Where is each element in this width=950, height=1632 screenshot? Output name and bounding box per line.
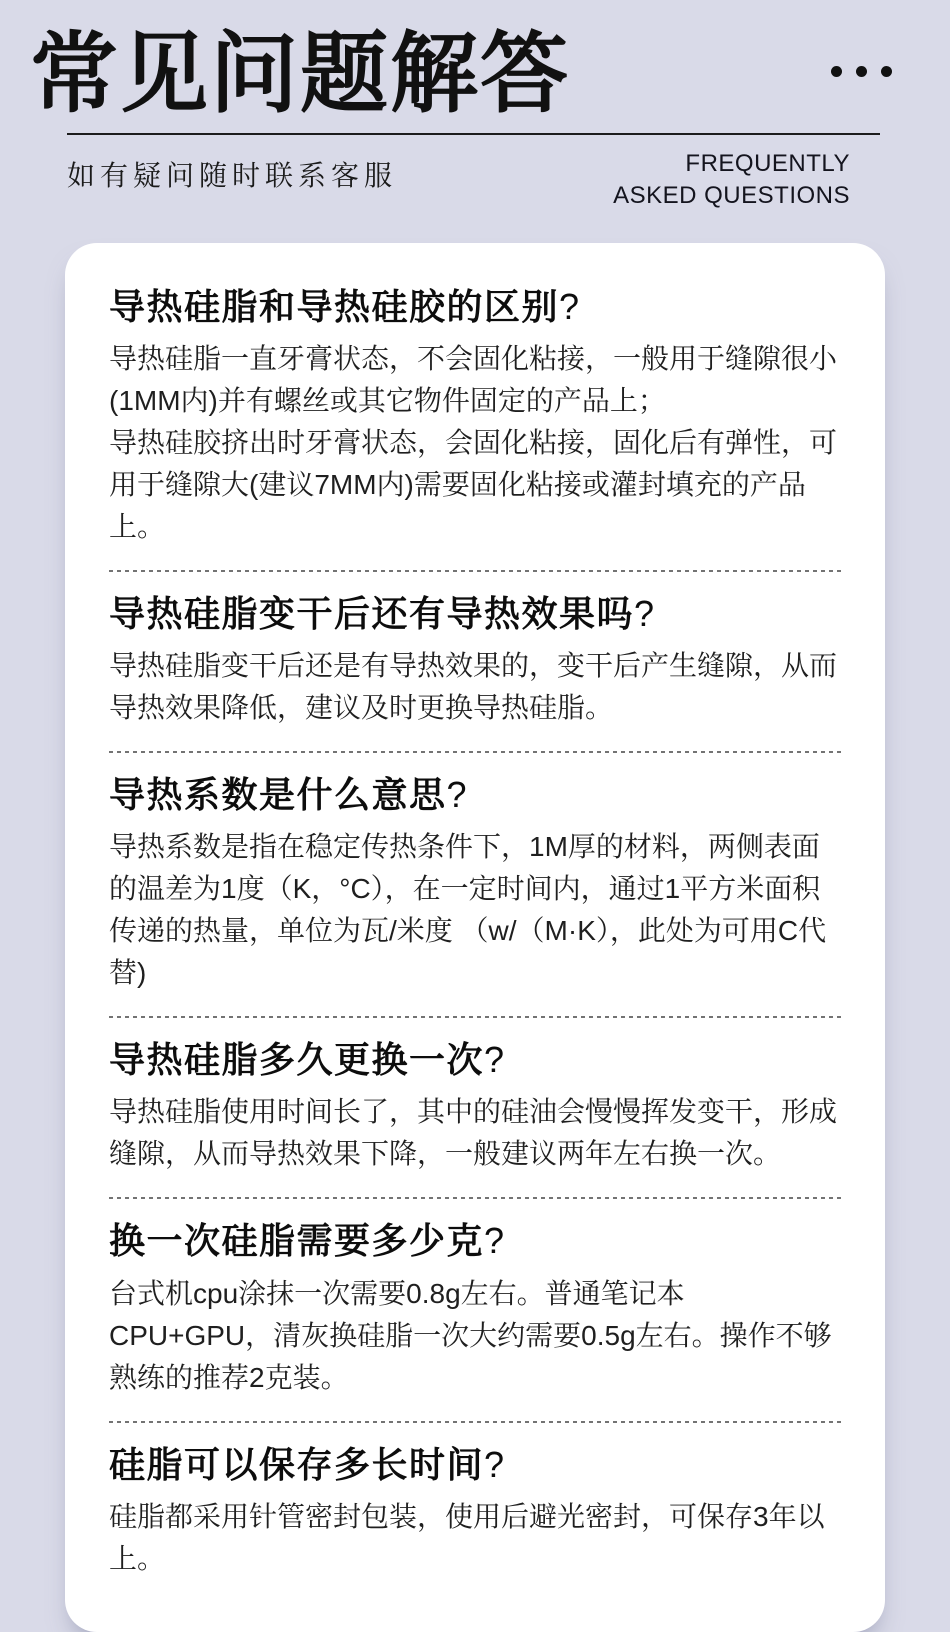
faq-answer [109, 1496, 845, 1580]
faq-answer-paragraph: 硅脂都采用针管密封包装，使用后避光密封，可保存3年以上。 [109, 1500, 825, 1574]
faq-question [109, 1038, 845, 1081]
faq-answer-paragraph: 导热硅脂使用时间长了，其中的硅油会慢慢挥发变干，形成缝隙，从而导热效果下降，一般建议两年左右换一次。 [109, 1096, 838, 1170]
faq-item-3 [109, 753, 845, 1016]
faq-answer [109, 338, 845, 548]
faq-answer-paragraph: 导热系数是指在稳定传热条件下，1M厚的材料，两侧表面的温差为1度（K，°C），在一定时间内，通过1平方米面积传递的热量，单位为瓦/米度 （w/（M·K），此处为可用C代替) [109, 831, 827, 989]
question-mark: ? [484, 1039, 505, 1081]
page-title: 常见问题解答 [30, 24, 571, 123]
dashed-divider [109, 1016, 845, 1018]
faq-answer [109, 645, 845, 729]
faq-question [109, 773, 845, 816]
faq-question-text: 换一次硅脂需要多少克 [109, 1220, 485, 1262]
faq-answer-paragraph: 导热硅胶挤出时牙膏状态，会固化粘接，固化后有弹性，可用于缝隙大(建议7MM内)需要固化粘接或灌封填充的产品上。 [109, 426, 838, 542]
faq-card [65, 243, 885, 1632]
question-mark: ? [634, 592, 655, 634]
dashed-divider [109, 570, 845, 572]
faq-question-text: 硅脂可以保存多长时间 [109, 1443, 485, 1485]
question-mark: ? [484, 1220, 505, 1262]
subtitle-en [613, 148, 850, 213]
faq-item-5 [109, 1199, 845, 1420]
subtitle-row [30, 135, 915, 213]
faq-answer-paragraph: 导热硅脂一直牙膏状态，不会固化粘接，一般用于缝隙很小 (1MM内)并有螺丝或其它物件固定的产品上； [109, 342, 838, 416]
faq-question-text: 导热硅脂和导热硅胶的区别 [109, 285, 560, 327]
faq-answer-paragraph: 导热硅脂变干后还是有导热效果的，变干后产生缝隙，从而导热效果降低，建议及时更换导热硅脂。 [109, 649, 838, 723]
faq-answer [109, 826, 845, 994]
page-header [0, 0, 950, 213]
faq-item-1 [109, 265, 845, 570]
dot-icon [881, 66, 892, 77]
faq-question [109, 1219, 845, 1262]
faq-item-6 [109, 1423, 845, 1602]
faq-question-text: 导热系数是什么意思 [109, 773, 447, 815]
dot-icon [856, 66, 867, 77]
question-mark: ? [559, 285, 580, 327]
faq-item-4 [109, 1018, 845, 1197]
dot-icon [831, 66, 842, 77]
subtitle-en-line2: ASKED QUESTIONS [613, 182, 850, 210]
dashed-divider [109, 751, 845, 753]
faq-question [109, 285, 845, 328]
faq-answer [109, 1091, 845, 1175]
question-mark: ? [446, 773, 467, 815]
faq-question [109, 1443, 845, 1486]
faq-question-text: 导热硅脂变干后还有导热效果吗 [109, 592, 635, 634]
subtitle-en-line1: FREQUENTLY [685, 149, 850, 177]
dashed-divider [109, 1421, 845, 1423]
faq-question [109, 592, 845, 635]
faq-item-2 [109, 572, 845, 751]
faq-answer-paragraph: 台式机cpu涂抹一次需要0.8g左右。普通笔记本CPU+GPU，清灰换硅脂一次大约需要0.5g左右。操作不够熟练的推荐2克装。 [109, 1277, 832, 1393]
faq-answer [109, 1273, 845, 1399]
dashed-divider [109, 1197, 845, 1199]
faq-question-text: 导热硅脂多久更换一次 [109, 1039, 485, 1081]
ellipsis-icon [831, 66, 892, 77]
question-mark: ? [484, 1443, 505, 1485]
subtitle-cn: 如有疑问随时联系客服 [67, 159, 398, 191]
